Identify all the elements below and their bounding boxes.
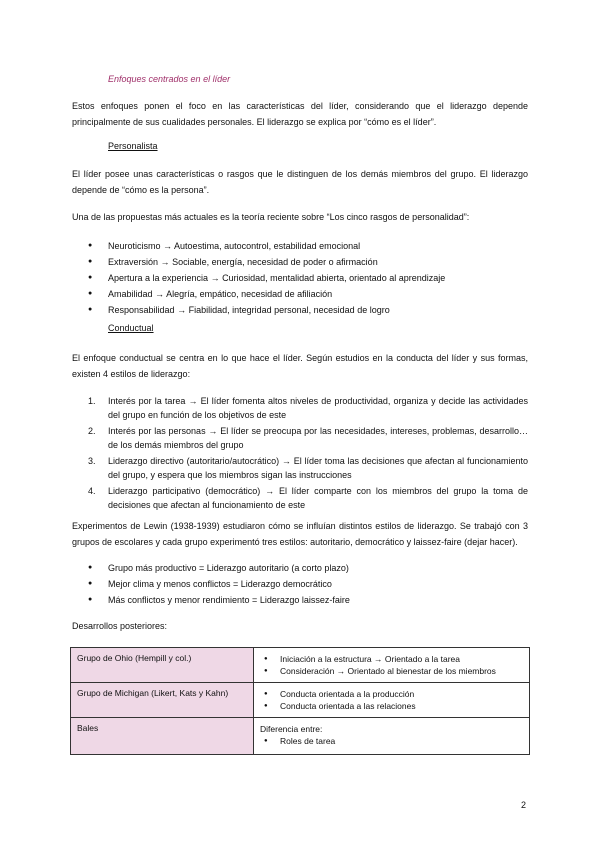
table-cell-items bbox=[254, 718, 530, 755]
list-item: 1. Interés por la tarea → El líder fomenta altos niveles de productividad, organiza y decide las actividades del grupo en función de los objetivos de este bbox=[88, 396, 528, 420]
table-cell-items bbox=[254, 683, 530, 718]
list-item: ● Iniciación a la estructura → Orientado a la tarea bbox=[260, 653, 523, 665]
list-item: 3. Liderazgo directivo (autoritario/autocrático) → El líder toma las decisiones que afectan al funcionamiento del grupo, y espera que los miembros sigan las instrucciones bbox=[88, 456, 528, 480]
list-item: ● Más conflictos y menor rendimiento = Liderazgo laissez-faire bbox=[88, 592, 528, 608]
intro-paragraph: Estos enfoques ponen el foco en las características del líder, considerando que el liderazgo depende principalmente de sus cualidades personales. El liderazgo se explica por “cómo es el líder”. bbox=[72, 101, 528, 127]
list-item: ● Amabilidad → Alegría, empático, necesidad de afiliación bbox=[88, 286, 528, 302]
list-item: ● Extraversión → Sociable, energía, necesidad de poder o afirmación bbox=[88, 254, 528, 270]
cell-prefix: Diferencia entre: bbox=[260, 724, 323, 734]
list-item: ● Neuroticismo → Autoestima, autocontrol, estabilidad emocional bbox=[88, 238, 528, 254]
lewin-paragraph: Experimentos de Lewin (1938-1939) estudiaron cómo se influían distintos estilos de liderazgo. Se trabajó con 3 grupos de escolares y cada grupo experimentó tres estilos: autoritario, democrático y laissez-faire (dejar hacer). bbox=[72, 521, 528, 547]
traits-list bbox=[88, 238, 528, 318]
list-item: ● Consideración → Orientado al bienestar de los miembros bbox=[260, 665, 523, 677]
desarrollos-label: Desarrollos posteriores: bbox=[72, 621, 168, 631]
section-title: Enfoques centrados en el líder bbox=[108, 74, 231, 84]
table-cell-group: Grupo de Michigan (Likert, Kats y Kahn) bbox=[71, 683, 254, 718]
list-item: ● Roles de tarea bbox=[260, 735, 523, 747]
table-row bbox=[71, 683, 530, 718]
personalista-intro-traits: Una de las propuestas más actuales es la teoría reciente sobre “Los cinco rasgos de personalidad”: bbox=[72, 212, 470, 222]
conductual-paragraph: El enfoque conductual se centra en lo que hace el líder. Según estudios en la conducta del líder y sus formas, existen 4 estilos de liderazgo: bbox=[72, 353, 528, 379]
personalista-heading: Personalista bbox=[108, 141, 158, 151]
list-item: ● Mejor clima y menos conflictos = Liderazgo democrático bbox=[88, 576, 528, 592]
table-cell-group: Grupo de Ohio (Hempill y col.) bbox=[71, 648, 254, 683]
table-row bbox=[71, 718, 530, 755]
list-item: 4. Liderazgo participativo (democrático) → El líder comparte con los miembros del grupo la toma de decisiones que afectan al funcionamiento de este bbox=[88, 486, 528, 510]
list-item: ● Apertura a la experiencia → Curiosidad, mentalidad abierta, orientado al aprendizaje bbox=[88, 270, 528, 286]
list-item: ● Responsabilidad → Fiabilidad, integridad personal, necesidad de logro bbox=[88, 302, 528, 318]
table-cell-items bbox=[254, 648, 530, 683]
results-list bbox=[88, 560, 528, 608]
list-item: ● Grupo más productivo = Liderazgo autoritario (a corto plazo) bbox=[88, 560, 528, 576]
desarrollos-table bbox=[70, 647, 530, 755]
table-row bbox=[71, 648, 530, 683]
list-item: 2. Interés por las personas → El líder se preocupa por las necesidades, intereses, problemas, desarrollo… de los demás miembros del grupo bbox=[88, 426, 528, 450]
page-number: 2 bbox=[520, 800, 526, 810]
styles-list bbox=[88, 394, 528, 514]
conductual-heading: Conductual bbox=[108, 323, 154, 333]
personalista-paragraph: El líder posee unas características o rasgos que le distinguen de los demás miembros del grupo. El liderazgo depende de “cómo es la persona”. bbox=[72, 169, 528, 195]
table-cell-group: Bales bbox=[71, 718, 254, 755]
list-item: ● Conducta orientada a las relaciones bbox=[260, 700, 523, 712]
list-item: ● Conducta orientada a la producción bbox=[260, 688, 523, 700]
